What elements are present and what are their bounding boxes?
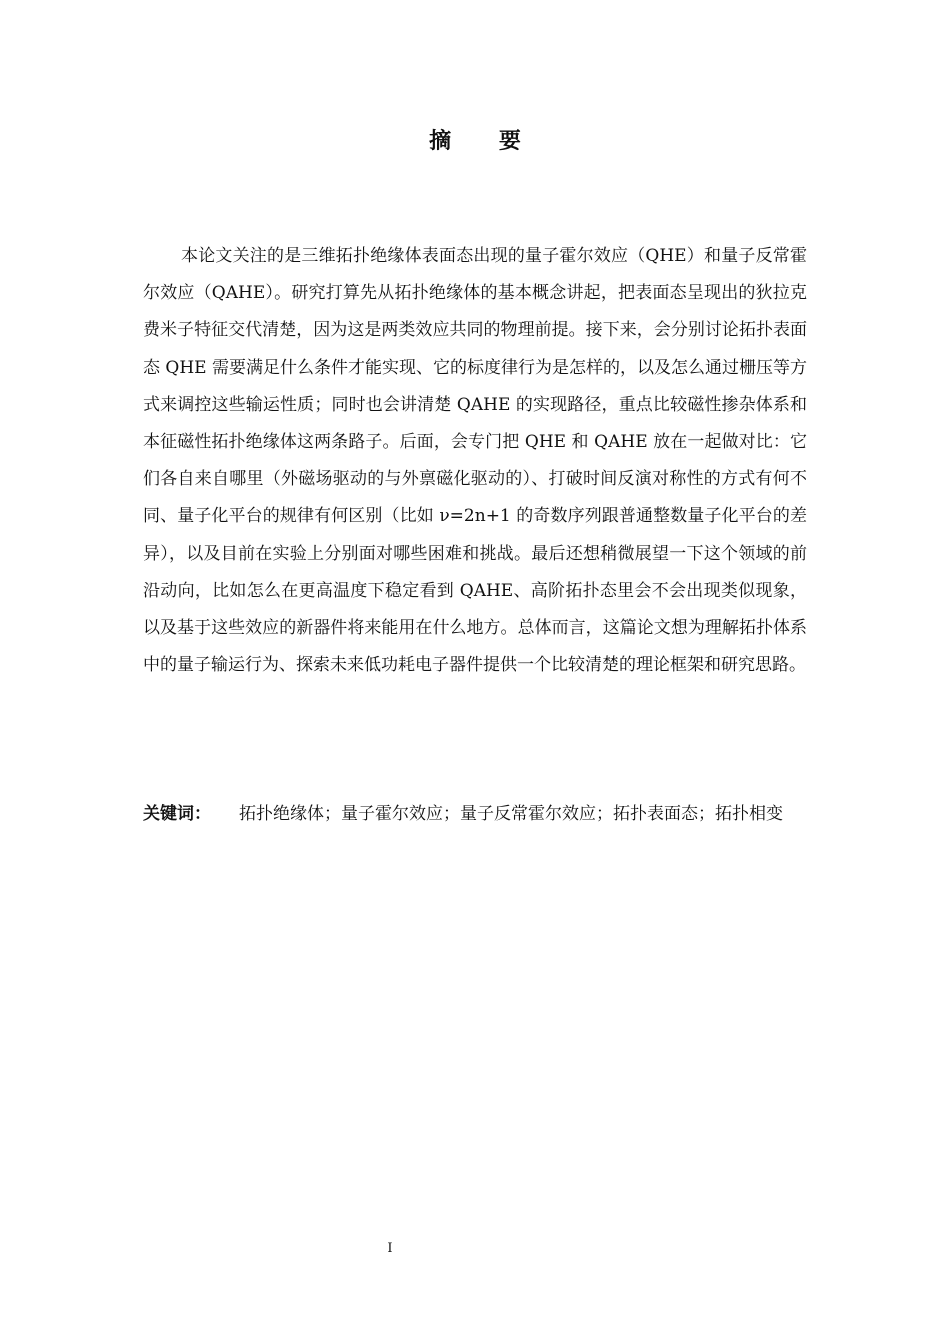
abstract-paragraph: 本论文关注的是三维拓扑绝缘体表面态出现的量子霍尔效应（QHE）和量子反常霍尔效应（QAHE）。研究打算先从拓扑绝缘体的基本概念讲起，把表面态呈现出的狄拉克费米子特征交代清楚，因为这是两类效应共同的物理前提。接下来，会分别讨论拓扑表面态 QHE 需要满足什么条件才能实现、它的标度律行为是怎样的，以及怎么通过栅压等方式来调控这些输运性质；同时也会讲清楚 QAHE 的实现路径，重点比较磁性掺杂体系和本征磁性拓扑绝缘体这两条路子。后面，会专门把 QHE 和 QAHE 放在一起做对比：它们各自来自哪里（外磁场驱动的与外禀磁化驱动的）、打破时间反演对称性的方式有何不同、量子化平台的规律有何区别（比如 ν=2n+1 的奇数序列跟普通整数量子化平台的差异），以及目前在实验上分别面对哪些困难和挑战。最后还想稍微展望一下这个领域的前沿动向，比如怎么在更高温度下稳定看到 QAHE、高阶拓扑态里会不会出现类似现象，以及基于这些效应的新器件将来能用在什么地方。总体而言，这篇论文想为理解拓扑体系中的量子输运行为、探索未来低功耗电子器件提供一个比较清楚的理论框架和研究思路。: [143, 246, 807, 676]
page-title: 摘 要: [429, 129, 541, 154]
keywords-label: 关键词：: [143, 804, 211, 824]
keywords-text: 拓扑绝缘体；量子霍尔效应；量子反常霍尔效应；拓扑表面态；拓扑相变: [239, 804, 783, 824]
keywords-line: [143, 796, 807, 833]
page-number: I: [387, 1241, 393, 1256]
